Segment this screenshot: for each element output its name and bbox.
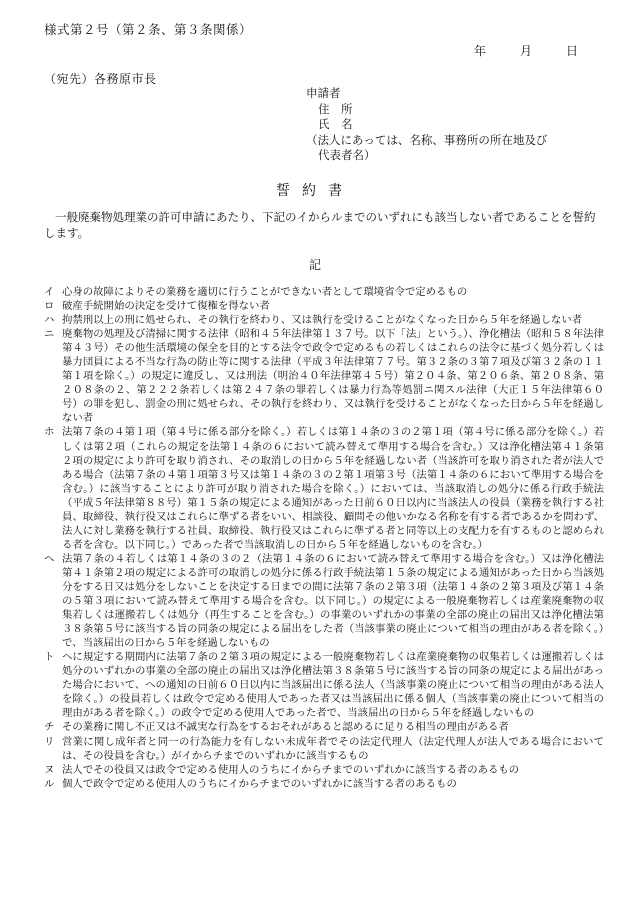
applicant-block <box>306 86 547 164</box>
item-text: 法第７条の４第１項（第４号に係る部分を除く。）若しくは第１４条の３の２第１項（第４号に係る部分を除く。）若しくは第２項（これらの規定を法第１４条の６において読み替えて準用する場合を含む。）又は浄化槽法第４１条第２項の規定により許可を取り消され、その取消しの日から５年を経過しない者（当該許可を取り消された者が法人である場合（法第７条の４第１項第３号又は第１４条の３の２第１項第３号（法第１４条の６において準用する場合を含む。）に該当することにより許可が取り消された場合を除く。）においては、当該取消しの処分に係る行政手続法（平成５年法律第８８号）第１５条の規定による通知があった日前６０日以内に当該法人の役員（業務を執行する社員、取締役、執行役又はこれらに準ずる者をいい、相談役、顧問その他いかなる名称を有する者であるかを問わず、法人に対し業務を執行する社員、取締役、執行役又はこれらに準ずる者と同等以上の支配力を有するものと認められる者を含む。以下同じ。）であった者で当該取消しの日から５年を経過しないものを含む。） <box>62 426 604 551</box>
applicant-label: 申請者 <box>306 86 341 100</box>
date-month: 月 <box>519 44 532 58</box>
item-mark: ヌ <box>44 763 55 776</box>
applicant-address: 住 所 <box>318 101 353 116</box>
list-item <box>44 313 604 327</box>
list-item <box>44 735 604 763</box>
list-item <box>44 720 604 734</box>
list-item <box>44 327 604 425</box>
item-text: 破産手続開始の決定を受けて復権を得ない者 <box>62 300 270 313</box>
item-mark: ロ <box>44 300 55 313</box>
item-mark: ル <box>44 777 55 790</box>
list-item <box>44 285 604 299</box>
ki-heading: 記 <box>308 258 321 272</box>
item-text: 心身の故障によりその業務を適切に行うことができない者として環境省令で定めるもの <box>62 286 468 298</box>
applicant-note-line1: （法人にあっては、名称、事務所の所在地及び <box>306 132 548 147</box>
item-mark: ホ <box>44 426 55 439</box>
item-text: 個人で政令で定める使用人のうちにイからチまでのいずれかに該当する者のあるもの <box>62 777 457 790</box>
item-mark: ハ <box>44 314 55 327</box>
date-line <box>474 42 578 59</box>
item-text: その業務に関し不正又は不誠実な行為をするおそれがあると認めるに足りる相当の理由がある者 <box>62 721 509 734</box>
item-text: 拘禁刑以上の刑に処せられ、その執行を終わり、又は執行を受けることがなくなった日から５年を経過しない者 <box>62 314 583 327</box>
item-text: 営業に関し成年者と同一の行為能力を有しない未成年者でその法定代理人（法定代理人が法人である場合においては、その役員を含む。）がイからチまでのいずれかに該当するもの <box>62 735 604 762</box>
item-mark: リ <box>44 735 55 748</box>
item-mark: ニ <box>44 328 55 341</box>
date-year: 年 <box>473 44 486 58</box>
list-item <box>44 425 604 551</box>
item-mark: ト <box>44 651 55 664</box>
item-text: ヘに規定する期間内に法第７条の２第３項の規定による一般廃棄物若しくは産業廃棄物の収集若しくは運搬若しくは処分のいずれかの事業の全部の廃止の届出又は浄化槽法第３８条第５号に該当する旨の同条の規定による届出があった場合において、への通知の日前６０日以内に当該届出に係る法人（当該事業の廃止について相当の理由がある法人を除く。）の役員若しくは政令で定める使用人であった者又は当該届出に係る個人（当該事業の廃止について相当の理由がある者を除く。）の政令で定める使用人であった者で、当該届出の日から５年を経過しないもの <box>62 651 604 720</box>
item-mark: ヘ <box>44 552 55 565</box>
list-item <box>44 777 604 791</box>
addressee: （宛先）各務原市長 <box>44 72 157 86</box>
declaration-text: 一般廃棄物処理業の許可申請にあたり、下記のイからルまでのいずれにも該当しない者であることを誓約します。 <box>44 210 596 240</box>
item-text: 法第７条の４若しくは第１４条の３の２（法第１４条の６において読み替えて準用する場合を含む。）又は浄化槽法第４１条第２項の規定による許可の取消しの処分に係る行政手続法第１５条の規定による通知があった日から当該処分をする日又は処分をしないことを決定する日までの間に法第７条の２第３項（法第１４条の２第３項及び第１４条の５第３項において読み替えて準用する場合を含む。以下同じ。）の規定による一般廃棄物若しくは産業廃棄物の収集若しくは運搬若しくは処分（再生することを含む。）の事業のいずれかの事業の全部の廃止の届出又は浄化槽法第３８条第５号に該当する旨の同条の規定による届出をした者（当該事業の廃止について相当の理由がある者を除く。）で、当該届出の日から５年を経過しないもの <box>62 552 604 650</box>
item-mark: チ <box>44 721 55 734</box>
disqualification-list <box>44 285 604 791</box>
applicant-note-line2: 代表者名） <box>318 148 376 162</box>
date-day: 日 <box>565 44 578 58</box>
item-mark: イ <box>44 286 55 298</box>
document-title: 誓約書 <box>276 183 354 199</box>
list-item <box>44 552 604 650</box>
list-item <box>44 650 604 720</box>
list-item <box>44 763 604 777</box>
item-text: 廃棄物の処理及び清掃に関する法律（昭和４５年法律第１３７号。以下「法」という。）、浄化槽法（昭和５８年法律第４３号）その他生活環境の保全を目的とする法令で政令で定めるもの若しくはこれらの法令に基づく処分若しくは暴力団員による不当な行為の防止等に関する法律（平成３年法律第７７号。第３２条の３第７項及び第３２条の１１第１項を除く。）の規定に違反し、又は刑法（明治４０年法律第４５号）第２０４条、第２０６条、第２０８条、第２０８条の２、第２２２条若しくは第２４７条の罪若しくは暴力行為等処罰ニ関スル法律（大正１５年法律第６０号）の罪を犯し、罰金の刑に処せられ、その執行を終わり、又は執行を受けることがなくなった日から５年を経過しない者 <box>62 328 604 425</box>
applicant-name: 氏 名 <box>318 117 353 131</box>
item-text: 法人でその役員又は政令で定める使用人のうちにイからチまでのいずれかに該当する者のあるもの <box>62 763 520 776</box>
form-number: 様式第２号（第２条、第３条関係） <box>44 22 253 37</box>
list-item <box>44 299 604 313</box>
